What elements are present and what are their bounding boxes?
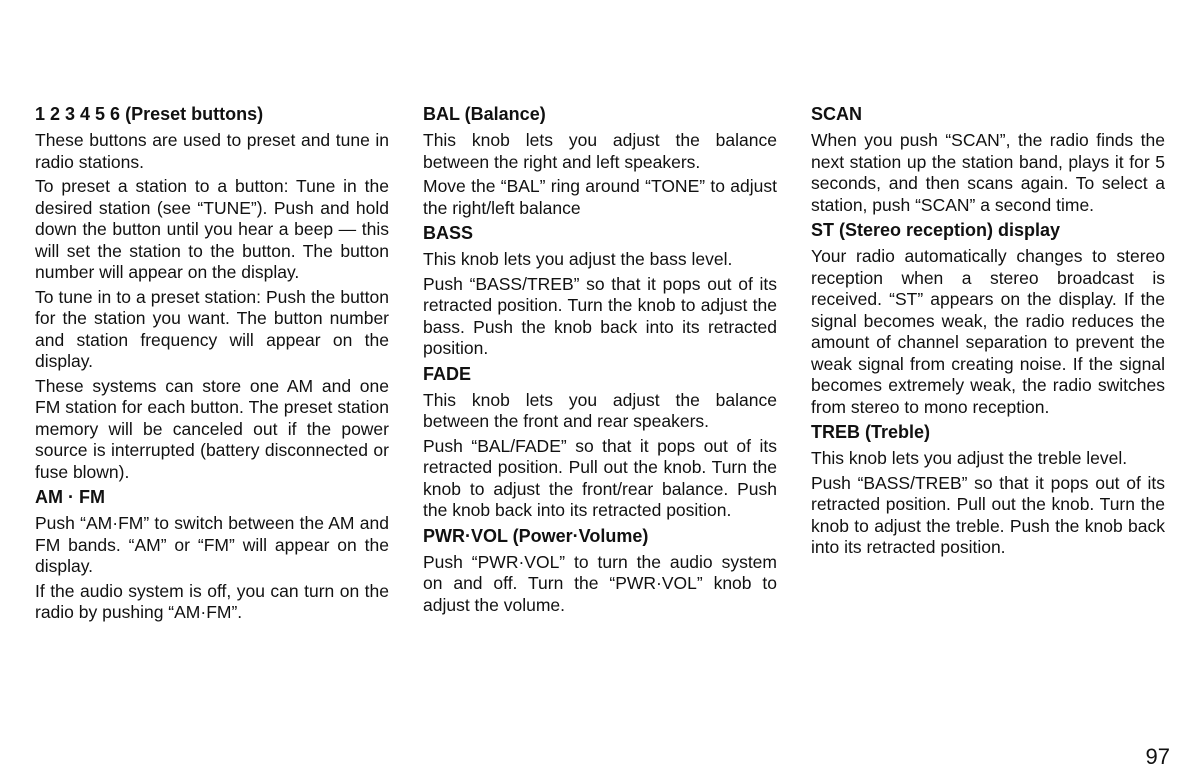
paragraph: Push “BAL/FADE” so that it pops out of its retracted position. Pull out the knob. Turn the knob to adjust the front/rear balance. Push the knob back into its retracted position. <box>423 435 777 520</box>
paragraph: This knob lets you adjust the treble level. <box>811 448 1128 468</box>
section-heading: 1 2 3 4 5 6 (Preset buttons) <box>35 104 264 124</box>
column-3 <box>811 103 1165 562</box>
section-stereo-display <box>811 219 1165 418</box>
paragraph: This knob lets you adjust the balance between the right and left speakers. <box>423 130 777 172</box>
section-heading: AM · FM <box>35 487 105 507</box>
section-heading: PWR·VOL (Power·Volume) <box>423 525 649 546</box>
section-balance <box>423 103 777 219</box>
section-heading: BAL (Balance) <box>423 104 546 124</box>
paragraph: Push “PWR·VOL” to turn the audio system on and off. Turn the “PWR·VOL” knob to adjust the volume. <box>423 551 777 615</box>
paragraph: When you push “SCAN”, the radio finds the next station up the station band, plays it for 5 seconds, and then scans again. To select a station, push “SCAN” a second time. <box>811 130 1165 215</box>
section-heading: ST (Stereo reception) display <box>811 220 1061 240</box>
section-am-fm <box>35 486 389 624</box>
paragraph: To preset a station to a button: Tune in the desired station (see “TUNE”). Push and hold down the button until you hear a beep — this will set the station to the button. The button number will appear on the display. <box>35 176 389 282</box>
section-scan <box>811 103 1165 216</box>
paragraph: To tune in to a preset station: Push the button for the station you want. The button number and station frequency will appear on the display. <box>35 286 389 371</box>
section-heading: SCAN <box>811 104 863 124</box>
paragraph: This knob lets you adjust the bass level. <box>423 249 733 269</box>
paragraph: Push “BASS/TREB” so that it pops out of its retracted position. Pull out the knob. Turn the knob to adjust the treble. Push the knob back into its retracted position. <box>811 472 1165 557</box>
paragraph: These systems can store one AM and one FM station for each button. The preset station memory will be canceled out if the power source is interrupted (battery disconnected or fuse blown). <box>35 375 389 482</box>
column-1 <box>35 103 389 627</box>
section-bass <box>423 222 777 360</box>
paragraph: Your radio automatically changes to stereo reception when a stereo broadcast is received. “ST” appears on the display. If the signal becomes weak, the radio reduces the amount of channel separation to prevent the weak signal from creating noise. If the signal becomes extremely weak, the radio switches from stereo to mono reception. <box>811 246 1165 417</box>
section-power-volume <box>423 525 777 617</box>
section-heading: TREB (Treble) <box>811 422 931 442</box>
paragraph: If the audio system is off, you can turn on the radio by pushing “AM·FM”. <box>35 580 389 622</box>
section-treble <box>811 421 1165 559</box>
paragraph: Push “BASS/TREB” so that it pops out of its retracted position. Turn the knob to adjust the bass. Push the knob back into its retracted position. <box>423 273 777 358</box>
section-preset-buttons <box>35 103 389 483</box>
paragraph: This knob lets you adjust the balance between the front and rear speakers. <box>423 389 777 431</box>
page-number: 97 <box>1145 744 1170 769</box>
paragraph: Move the “BAL” ring around “TONE” to adjust the right/left balance <box>423 176 777 218</box>
section-fade <box>423 363 777 522</box>
section-heading: FADE <box>423 363 472 384</box>
section-heading: BASS <box>423 223 474 243</box>
paragraph: Push “AM·FM” to switch between the AM and FM bands. “AM” or “FM” will appear on the display. <box>35 513 389 576</box>
column-2 <box>423 103 777 619</box>
paragraph: These buttons are used to preset and tune in radio stations. <box>35 130 389 172</box>
